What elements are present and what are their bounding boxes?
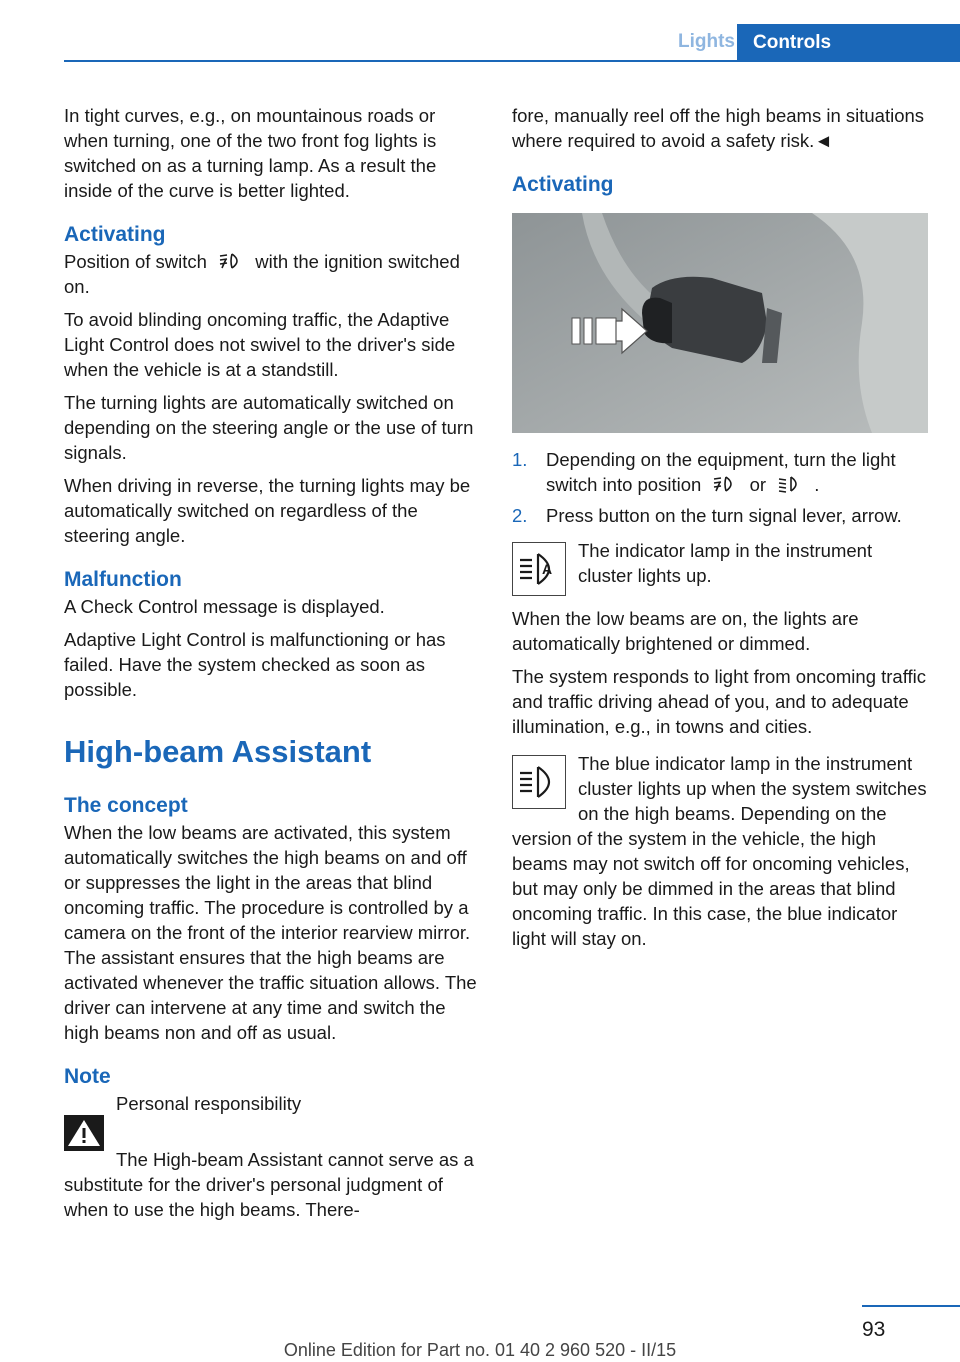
step-1: 1. Depending on the equipment, turn the light switch into position or . bbox=[512, 449, 896, 495]
activating-heading: Activating bbox=[64, 223, 166, 246]
header-chapter-tab: Controls bbox=[737, 24, 960, 62]
indicator-blue-block bbox=[512, 747, 928, 951]
turn-signal-lever-photo bbox=[512, 213, 928, 433]
activating-switch-paragraph: Position of switch with the ignition switched on. bbox=[64, 251, 460, 297]
left-column bbox=[64, 103, 480, 1230]
high-beam-assistant-indicator-icon bbox=[512, 542, 566, 596]
activating-paragraph-2: To avoid blinding oncoming traffic, the Adaptive Light Control does not swivel to the driver's side when the vehicle is at a standstill. bbox=[64, 309, 456, 380]
note-row bbox=[64, 1091, 480, 1151]
footer-rule bbox=[862, 1305, 960, 1307]
note-heading: Note bbox=[64, 1065, 111, 1088]
header-section-label: Lights bbox=[678, 31, 735, 52]
fog-light-icon bbox=[218, 251, 244, 271]
right-paragraph-2: The system responds to light from oncoming traffic and traffic driving ahead of you, and to adequate illumination, e.g., in towns and cities. bbox=[512, 666, 927, 737]
note-text-block bbox=[116, 1091, 301, 1122]
indicator-a-text: The indicator lamp in the instrument cluster lights up. bbox=[578, 540, 873, 586]
high-beam-indicator-icon bbox=[512, 755, 566, 809]
concept-paragraph: When the low beams are activated, this system automatically switches the high beams on and off or suppresses the light in the areas that blind oncoming traffic. The procedure is controlled by a camera on the front of the interior rearview mirror. The assistant ensures that the high beams are activated whenever the traffic situation allows. The driver can intervene at any time and switch the high beams non and off as usual. bbox=[64, 822, 477, 1043]
svg-text:A: A bbox=[542, 561, 553, 577]
right-activating-heading: Activating bbox=[512, 173, 614, 196]
activating-paragraph-4: When driving in reverse, the turning lights may be automatically switched on regardless of the steering angle. bbox=[64, 475, 471, 546]
right-column bbox=[512, 103, 928, 959]
note-body: The High-beam Assistant cannot serve as a substitute for the driver's personal judgment of when to use the high beams. There- bbox=[64, 1149, 474, 1220]
warning-icon bbox=[64, 1115, 104, 1151]
step-2: 2. Press button on the turn signal lever, arrow. bbox=[512, 505, 902, 526]
note-title: Personal responsibility bbox=[116, 1093, 302, 1114]
page-number: 93 bbox=[862, 1318, 886, 1341]
indicator-blue-text: The blue indicator lamp in the instrument cluster lights up when the system switches on the high beams. Depending on the version of the system in the vehicle, the high beams may not switch off for oncoming vehicles, but may only be dimmed in the areas that blind oncoming traffic. In this case, the blue indicator light will stay on. bbox=[512, 753, 927, 949]
concept-heading: The concept bbox=[64, 794, 188, 817]
low-beam-icon bbox=[777, 474, 803, 494]
malfunction-heading: Malfunction bbox=[64, 568, 182, 591]
indicator-a-block bbox=[512, 534, 928, 600]
edition-footer: Online Edition for Part no. 01 40 2 960 520 - II/15 bbox=[283, 1340, 677, 1360]
malfunction-paragraph-1: A Check Control message is displayed. bbox=[64, 596, 385, 617]
continued-paragraph: fore, manually reel off the high beams in situations where required to avoid a safety risk.◄ bbox=[512, 105, 925, 151]
activating-paragraph-3: The turning lights are automatically switched on depending on the steering angle or the use of turn signals. bbox=[64, 392, 474, 463]
section-title: High-beam Assistant bbox=[64, 734, 372, 769]
intro-paragraph: In tight curves, e.g., on mountainous roads or when turning, one of the two front fog lights is switched on as a turning lamp. As a result the inside of the curve is better lighted. bbox=[64, 105, 437, 201]
right-paragraph-1: When the low beams are on, the lights are automatically brightened or dimmed. bbox=[512, 608, 859, 654]
header-rule bbox=[64, 60, 960, 62]
steps-list bbox=[512, 447, 928, 528]
malfunction-paragraph-2: Adaptive Light Control is malfunctioning or has failed. Have the system checked as soon as possible. bbox=[64, 629, 446, 700]
fog-light-icon bbox=[712, 474, 738, 494]
